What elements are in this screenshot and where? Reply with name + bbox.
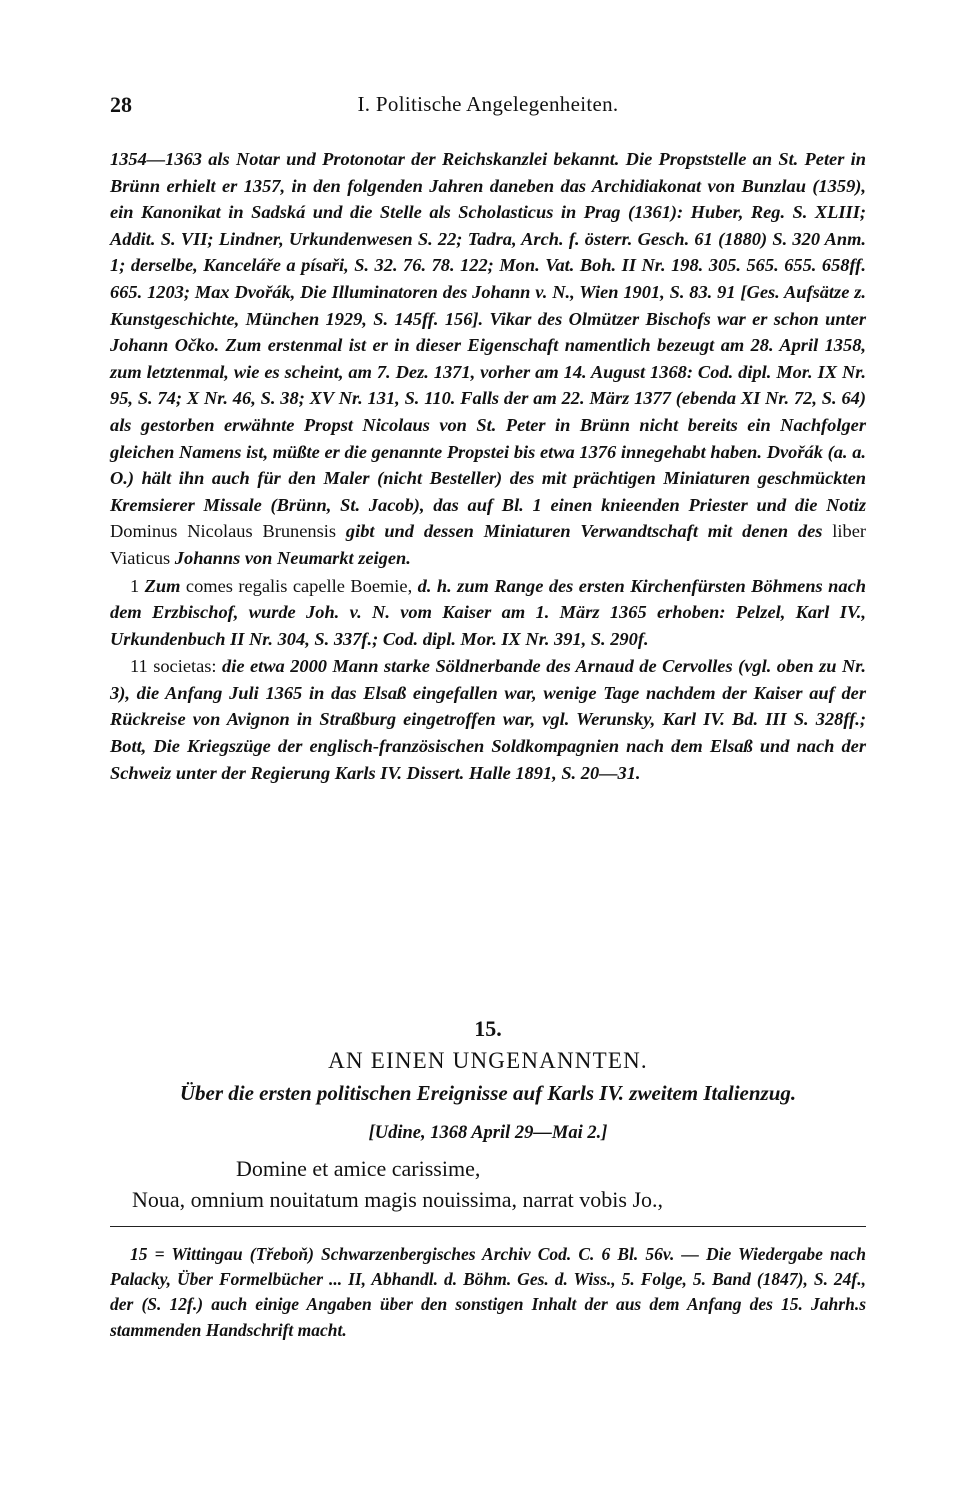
commentary-text: Zum: [144, 575, 181, 596]
document-title: AN EINEN UNGENANNTEN.: [328, 1048, 648, 1073]
footnote-text: 15 = Wittingau (Třeboň) Schwarzenbergisches Archiv Cod. C. 6 Bl. 56v. — Die Wiedergabe nach Palacky, Über Formelbücher ... II, Abhandl. d. Böhm. Ges. d. Wiss., 5. Folge, 5. Band (1847), S. 24f., der (S. 12f.) auch einige Angaben über den sonstigen Inhalt der aus dem Anfang des 15. Jahrh.s stammenden Handschrift macht.: [110, 1244, 866, 1340]
commentary-text: gibt und dessen Miniaturen Verwandtschaft mit denen des: [345, 521, 823, 542]
document-subtitle: Über die ersten politischen Ereignisse auf Karls IV. zweitem Italienzug.: [179, 1081, 797, 1105]
quoted-lemma: comes regalis capelle Boemie,: [185, 575, 413, 596]
quoted-lemma: liber Viaticus: [110, 521, 866, 568]
commentary-text: die etwa 2000 Mann starke Söldnerbande des Arnaud de Cervolles (vgl. oben zu Nr. 3), die Anfang Juli 1365 in das Elsaß eingefallen war, wenige Tage nachdem der Kaiser auf der Rückreise von Avignon in Straßburg eingetroffen war, vgl. Werunsky, Karl IV. Bd. III S. 328ff.; Bott, Die Kriegszüge der englisch-französischen Soldkompagnien nach dem Elsaß und nach der Schweiz unter der Regierung Karls IV. Dissert. Halle 1891, S. 20—31.: [110, 656, 866, 783]
running-head: [110, 92, 866, 122]
footnote: [110, 1242, 866, 1343]
commentary-text: 1354—1363 als Notar und Protonotar der Reichskanzlei bekannt. Die Propststelle an St. Peter in Brünn erhielt er 1357, in den folgenden Jahren daneben das Archidiakonat von Bunzlau (1359), ein Kanonikat in Sadská und die Stelle als Scholasticus in Prag (1361): Huber, Reg. S. XLIII; Addit. S. VII; Lindner, Urkundenwesen S. 22; Tadra, Arch. f. österr. Gesch. 61 (1880) S. 320 Anm. 1; derselbe, Kanceláře a písaři, S. 32. 76. 78. 122; Mon. Vat. Boh. II Nr. 198. 305. 565. 655. 658ff. 665. 1203; Max Dvořák, Die Illuminatoren des Johann v. N., Wien 1901, S. 83. 91 [Ges. Aufsätze z. Kunstgeschichte, München 1929, S. 145ff. 156]. Vikar des Olmützer Bischofs war er schon unter Johann Očko. Zum erstenmal ist er in dieser Eigenschaft namentlich bezeugt am 28. April 1358, zum letztenmal, wie es scheint, am 7. Dez. 1371, vorher am 14. August 1368: Cod. dipl. Mor. IX Nr. 95, S. 74; X Nr. 46, S. 38; XV Nr. 131, S. 110. Falls der am 22. März 1377 (ebenda XI Nr. 72, S. 64) als gestorben erwähnte Propst Nicolaus von St. Peter in Brünn nicht bereits ein Nachfolger gleichen Namens ist, müßte er die genannte Propstei bis etwa 1376 innegehabt haben. Dvořák (a. a. O.) hält ihn auch für den Maler (nicht Besteller) des mit prächtigen Miniaturen geschmückten Kremsierer Missale (Brünn, St. Jacob), das auf Bl. 1 einen knieenden Priester und die Notiz: [110, 149, 866, 515]
commentary-paragraph-3: [110, 653, 866, 786]
commentary-paragraph-1: [110, 146, 866, 572]
line-marker: 1: [130, 575, 140, 596]
letter-salutation: Domine et amice carissime,: [236, 1156, 481, 1181]
document-number: 15.: [474, 1016, 502, 1041]
quoted-lemma: 11 societas:: [130, 656, 217, 677]
running-title: I. Politische Angelegenheiten.: [357, 92, 619, 116]
document-date: [Udine, 1368 April 29—Mai 2.]: [368, 1123, 608, 1143]
letter-opening-line: Noua, omnium nouitatum magis nouissima, narrat vobis Jo.,: [132, 1187, 664, 1212]
commentary-text: Johanns von Neumarkt zeigen.: [174, 547, 411, 568]
page-number: 28: [110, 92, 132, 117]
footnote-divider: [110, 1226, 866, 1227]
commentary-paragraph-2: [110, 573, 866, 653]
commentary-text: d. h. zum Range des ersten Kirchenfürsten Böhmens nach dem Erzbischof, wurde Joh. v. N. vom Kaiser am 1. März 1365 erhoben: Pelzel, Karl IV., Urkundenbuch II Nr. 304, S. 337f.; Cod. dipl. Mor. IX Nr. 391, S. 290f.: [110, 575, 866, 649]
commentary-notes: [110, 146, 866, 786]
quoted-lemma: Dominus Nicolaus Brunensis: [110, 521, 337, 542]
